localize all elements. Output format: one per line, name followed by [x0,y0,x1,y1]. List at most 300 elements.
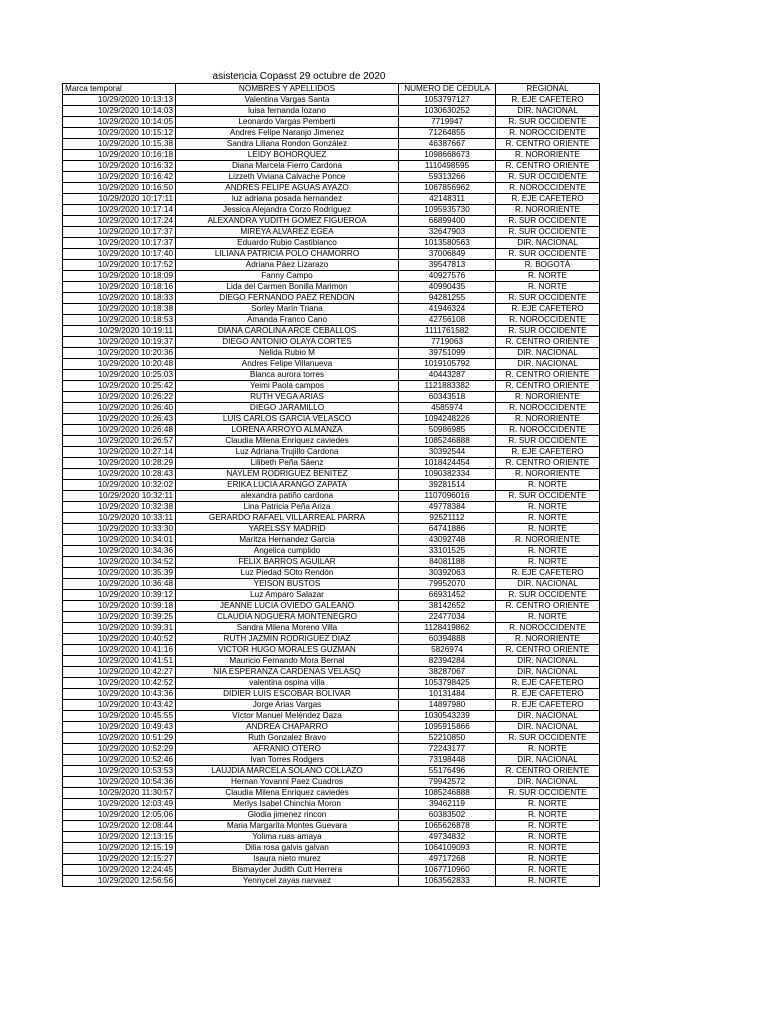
cell-timestamp: 10/29/2020 12:56:56 [63,876,176,887]
cell-region: R. SUR OCCIDENTE [496,227,600,238]
cell-region: R. SUR OCCIDENTE [496,249,600,260]
table-row [63,117,600,128]
cell-id-number: 40990435 [399,282,496,293]
table-row [63,678,600,689]
cell-id-number: 71264855 [399,128,496,139]
cell-timestamp: 10/29/2020 10:53:53 [63,766,176,777]
cell-region: R. EJE CAFETERO [496,568,600,579]
cell-id-number: 39281514 [399,480,496,491]
table-row [63,733,600,744]
table-row [63,502,600,513]
cell-name: Luz Piedad SOto Rendón [176,568,399,579]
cell-name: DIEGO FERNANDO PAEZ RENDON [176,293,399,304]
cell-timestamp: 10/29/2020 10:18:53 [63,315,176,326]
table-row [63,524,600,535]
cell-id-number: 1128419862 [399,623,496,634]
cell-id-number: 1063562833 [399,876,496,887]
cell-id-number: 49717268 [399,854,496,865]
cell-timestamp: 10/29/2020 10:51:29 [63,733,176,744]
table-row [63,227,600,238]
cell-name: NAYLEM RODRIGUEZ BENITEZ [176,469,399,480]
cell-timestamp: 10/29/2020 10:15:38 [63,139,176,150]
cell-region: R. NOROCCIDENTE [496,183,600,194]
cell-id-number: 4585974 [399,403,496,414]
cell-name: Fanny Campo [176,271,399,282]
table-row [63,513,600,524]
cell-id-number: 1095915866 [399,722,496,733]
cell-region: R. CENTRO ORIENTE [496,766,600,777]
cell-region: DIR. NACIONAL [496,656,600,667]
cell-region: R. NOROCCIDENTE [496,315,600,326]
table-row [63,128,600,139]
cell-region: R. NORTE [496,271,600,282]
cell-timestamp: 10/29/2020 12:08:44 [63,821,176,832]
cell-timestamp: 10/29/2020 10:33:30 [63,524,176,535]
cell-region: DIR. NACIONAL [496,579,600,590]
cell-timestamp: 10/29/2020 12:03:49 [63,799,176,810]
cell-timestamp: 10/29/2020 10:34:01 [63,535,176,546]
cell-region: DIR. NACIONAL [496,667,600,678]
cell-name: Ivan Torres Rodgers [176,755,399,766]
table-row [63,326,600,337]
table-row [63,304,600,315]
cell-timestamp: 10/29/2020 10:43:42 [63,700,176,711]
cell-id-number: 1053798425 [399,678,496,689]
cell-name: Angelica cumplido [176,546,399,557]
cell-name: Glodia jimenez rincon [176,810,399,821]
table-row [63,183,600,194]
cell-id-number: 66931452 [399,590,496,601]
cell-region: R. CENTRO ORIENTE [496,337,600,348]
cell-region: R. NORTE [496,502,600,513]
table-row [63,832,600,843]
cell-timestamp: 10/29/2020 10:32:02 [63,480,176,491]
cell-region: R. NORORIENTE [496,469,600,480]
cell-timestamp: 10/29/2020 12:13:15 [63,832,176,843]
table-row [63,392,600,403]
cell-region: R. CENTRO ORIENTE [496,161,600,172]
table-row [63,546,600,557]
cell-id-number: 1121883382 [399,381,496,392]
table-row [63,161,600,172]
cell-timestamp: 10/29/2020 10:26:48 [63,425,176,436]
cell-name: Lilibeth Peña Sáenz [176,458,399,469]
cell-name: RUTH VEGA ARIAS [176,392,399,403]
cell-region: R. CENTRO ORIENTE [496,458,600,469]
table-row [63,315,600,326]
cell-id-number: 1013580563 [399,238,496,249]
cell-name: Nelida Rubio M [176,348,399,359]
cell-timestamp: 10/29/2020 10:17:52 [63,260,176,271]
cell-name: RUTH JAZMIN RODRIGUEZ DIAZ [176,634,399,645]
cell-timestamp: 10/29/2020 10:28:43 [63,469,176,480]
table-row [63,843,600,854]
cell-region: R. NORTE [496,843,600,854]
cell-name: Lida del Carmen Bonilla Marimon [176,282,399,293]
cell-region: DIR. NACIONAL [496,755,600,766]
table-row [63,876,600,887]
cell-name: Víctor Manuel Meléndez Daza [176,711,399,722]
table-row [63,458,600,469]
cell-region: DIR. NACIONAL [496,106,600,117]
cell-name: YEISON BUSTOS [176,579,399,590]
cell-region: R. NORTE [496,832,600,843]
cell-id-number: 46387667 [399,139,496,150]
cell-region: DIR. NACIONAL [496,711,600,722]
cell-id-number: 59313266 [399,172,496,183]
cell-id-number: 1030543239 [399,711,496,722]
cell-region: R. NORTE [496,524,600,535]
table-row [63,359,600,370]
cell-region: R. NORORIENTE [496,634,600,645]
cell-timestamp: 10/29/2020 10:35:39 [63,568,176,579]
cell-timestamp: 10/29/2020 10:16:50 [63,183,176,194]
cell-id-number: 30392063 [399,568,496,579]
cell-name: Diana Marcela Fierro Cardona [176,161,399,172]
cell-name: ANDREA CHAPARRO [176,722,399,733]
cell-region: R. CENTRO ORIENTE [496,381,600,392]
cell-timestamp: 10/29/2020 10:52:46 [63,755,176,766]
cell-region: R. NORTE [496,744,600,755]
cell-timestamp: 10/29/2020 10:20:48 [63,359,176,370]
table-row [63,447,600,458]
table-row [63,172,600,183]
cell-region: R. NORORIENTE [496,414,600,425]
table-row [63,810,600,821]
cell-timestamp: 10/29/2020 10:19:11 [63,326,176,337]
cell-region: R. EJE CAFETERO [496,304,600,315]
cell-id-number: 84081188 [399,557,496,568]
table-row [63,436,600,447]
header-timestamp: Marca temporal [63,84,176,95]
cell-region: R. EJE CAFETERO [496,447,600,458]
cell-timestamp: 10/29/2020 10:32:11 [63,491,176,502]
cell-name: NIA ESPERANZA CARDENAS VELASQ [176,667,399,678]
cell-id-number: 22477034 [399,612,496,623]
cell-name: Yennycel zayas narvaez [176,876,399,887]
cell-region: R. EJE CAFETERO [496,689,600,700]
cell-name: valentina ospina villa [176,678,399,689]
cell-id-number: 1067710960 [399,865,496,876]
cell-id-number: 41946324 [399,304,496,315]
cell-timestamp: 10/29/2020 10:14:03 [63,106,176,117]
table-row [63,150,600,161]
cell-id-number: 39547813 [399,260,496,271]
cell-timestamp: 10/29/2020 10:41:51 [63,656,176,667]
cell-region: R. BOGOTÁ [496,260,600,271]
cell-region: DIR. NACIONAL [496,238,600,249]
cell-id-number: 1111761582 [399,326,496,337]
cell-region: R. EJE CAFETERO [496,700,600,711]
cell-region: R. CENTRO ORIENTE [496,601,600,612]
cell-id-number: 1090382334 [399,469,496,480]
cell-id-number: 79942572 [399,777,496,788]
table-row [63,568,600,579]
cell-name: Jessica Alejandra Corzo Rodríguez [176,205,399,216]
cell-id-number: 94281255 [399,293,496,304]
table-row [63,755,600,766]
cell-name: Claudia Milena Enriquez caviedes [176,788,399,799]
cell-region: R. NORTE [496,282,600,293]
cell-region: R. EJE CAFETERO [496,194,600,205]
cell-name: YARELSSY MADRID [176,524,399,535]
cell-name: Yeimi Paola campos [176,381,399,392]
cell-name: Bismayder Judith Cutt Herrera [176,865,399,876]
cell-region: R. NOROCCIDENTE [496,403,600,414]
cell-timestamp: 10/29/2020 10:18:38 [63,304,176,315]
cell-id-number: 1053797127 [399,95,496,106]
cell-id-number: 1067856962 [399,183,496,194]
table-row [63,370,600,381]
cell-region: DIR. NACIONAL [496,348,600,359]
cell-region: R. SUR OCCIDENTE [496,436,600,447]
cell-name: ERIKA LUCIA ARANGO ZAPATA [176,480,399,491]
cell-id-number: 1019105792 [399,359,496,370]
cell-region: R. SUR OCCIDENTE [496,326,600,337]
table-row [63,216,600,227]
cell-region: R. NORTE [496,854,600,865]
cell-id-number: 60383502 [399,810,496,821]
cell-region: R. SUR OCCIDENTE [496,293,600,304]
cell-id-number: 49778384 [399,502,496,513]
cell-id-number: 52210850 [399,733,496,744]
cell-name: Luz Adriana Trujillo Cardona [176,447,399,458]
cell-name: Claudia Milena Enriquez caviedes [176,436,399,447]
cell-name: Maritza Hernandez Garcia [176,535,399,546]
cell-timestamp: 10/29/2020 10:41:16 [63,645,176,656]
table-row [63,821,600,832]
cell-id-number: 43092748 [399,535,496,546]
cell-region: R. NORTE [496,876,600,887]
cell-id-number: 82394284 [399,656,496,667]
cell-region: R. NORTE [496,557,600,568]
table-row [63,194,600,205]
cell-name: Isaura nieto murez [176,854,399,865]
cell-id-number: 1018424454 [399,458,496,469]
cell-name: Amanda Franco Cano [176,315,399,326]
cell-name: VICTOR HUGO MORALES GUZMAN [176,645,399,656]
cell-id-number: 1085246888 [399,788,496,799]
table-row [63,106,600,117]
cell-region: R. CENTRO ORIENTE [496,139,600,150]
cell-timestamp: 10/29/2020 10:33:11 [63,513,176,524]
cell-timestamp: 10/29/2020 12:05:06 [63,810,176,821]
cell-timestamp: 10/29/2020 10:13:13 [63,95,176,106]
table-row [63,689,600,700]
table-row [63,282,600,293]
attendance-table [62,83,600,887]
cell-id-number: 40443287 [399,370,496,381]
cell-id-number: 50986985 [399,425,496,436]
table-row [63,337,600,348]
cell-timestamp: 10/29/2020 10:40:52 [63,634,176,645]
cell-region: R. SUR OCCIDENTE [496,117,600,128]
cell-name: luisa fernanda lozano [176,106,399,117]
sheet-title: asistencia Copasst 29 octubre de 2020 [212,71,386,82]
cell-id-number: 73198448 [399,755,496,766]
cell-name: LAUJDIA MARCELA SOLANO COLLAZO [176,766,399,777]
table-row [63,469,600,480]
cell-name: Maria Margarita Montes Guevara [176,821,399,832]
cell-region: R. NORORIENTE [496,535,600,546]
cell-timestamp: 10/29/2020 10:26:40 [63,403,176,414]
table-row [63,854,600,865]
table-row [63,667,600,678]
cell-timestamp: 10/29/2020 12:15:27 [63,854,176,865]
table-row [63,788,600,799]
cell-id-number: 49734832 [399,832,496,843]
cell-name: Dilia rosa galvis galvan [176,843,399,854]
cell-region: DIR. NACIONAL [496,722,600,733]
cell-region: R. SUR OCCIDENTE [496,733,600,744]
cell-id-number: 14897980 [399,700,496,711]
cell-region: DIR. NACIONAL [496,359,600,370]
cell-timestamp: 10/29/2020 10:34:36 [63,546,176,557]
table-row [63,634,600,645]
table-row [63,480,600,491]
cell-name: MIREYA ALVAREZ EGEA [176,227,399,238]
cell-region: DIR. NACIONAL [496,777,600,788]
cell-id-number: 1110498595 [399,161,496,172]
cell-id-number: 72243177 [399,744,496,755]
cell-name: FELIX BARROS AGUILAR [176,557,399,568]
cell-name: Blanca aurora torres [176,370,399,381]
cell-name: luz adriana posada hernandez [176,194,399,205]
table-row [63,249,600,260]
cell-timestamp: 10/29/2020 10:34:52 [63,557,176,568]
table-row [63,700,600,711]
cell-id-number: 66899400 [399,216,496,227]
cell-name: GERARDO RAFAEL VILLARREAL PARRA [176,513,399,524]
table-row [63,491,600,502]
cell-id-number: 42148311 [399,194,496,205]
table-row [63,271,600,282]
cell-name: Eduardo Rubio Castiblanco [176,238,399,249]
cell-name: Sandra Milena Moreno Villa [176,623,399,634]
cell-region: R. SUR OCCIDENTE [496,788,600,799]
cell-id-number: 10131484 [399,689,496,700]
header-region: REGIONAL [496,84,600,95]
cell-name: Merlys Isabel Chinchia Moron [176,799,399,810]
cell-name: Luz Amparo Salazar [176,590,399,601]
cell-region: R. CENTRO ORIENTE [496,645,600,656]
cell-name: Yolima ruas amaya [176,832,399,843]
cell-id-number: 39751099 [399,348,496,359]
cell-id-number: 1107096016 [399,491,496,502]
table-row [63,799,600,810]
cell-region: R. NORTE [496,480,600,491]
table-body [63,95,600,887]
cell-name: Sorley Marín Triana [176,304,399,315]
cell-id-number: 37006849 [399,249,496,260]
cell-timestamp: 10/29/2020 10:26:57 [63,436,176,447]
cell-timestamp: 10/29/2020 10:45:55 [63,711,176,722]
header-id-number: NUMERO DE CEDULA [399,84,496,95]
cell-region: R. NOROCCIDENTE [496,623,600,634]
cell-timestamp: 10/29/2020 10:19:37 [63,337,176,348]
cell-region: R. NORORIENTE [496,150,600,161]
cell-timestamp: 10/29/2020 10:26:22 [63,392,176,403]
cell-timestamp: 10/29/2020 10:16:32 [63,161,176,172]
table-row [63,656,600,667]
table-row [63,238,600,249]
table-row [63,590,600,601]
cell-timestamp: 10/29/2020 10:32:38 [63,502,176,513]
cell-id-number: 38287067 [399,667,496,678]
cell-name: DIEGO JARAMILLO [176,403,399,414]
cell-name: Lina Patricia Peña Ariza [176,502,399,513]
cell-timestamp: 10/29/2020 10:39:18 [63,601,176,612]
cell-timestamp: 10/29/2020 10:43:36 [63,689,176,700]
cell-id-number: 1095935730 [399,205,496,216]
cell-name: LORENA ARROYO ALMANZA [176,425,399,436]
cell-region: R. SUR OCCIDENTE [496,216,600,227]
header-row [63,84,600,95]
cell-id-number: 32647903 [399,227,496,238]
cell-timestamp: 10/29/2020 10:18:33 [63,293,176,304]
cell-id-number: 79952070 [399,579,496,590]
cell-id-number: 38142652 [399,601,496,612]
cell-id-number: 1030630252 [399,106,496,117]
cell-timestamp: 10/29/2020 10:42:27 [63,667,176,678]
cell-name: LEIDY BOHORQUEZ [176,150,399,161]
table-row [63,722,600,733]
cell-name: CLAUDIA NOGUERA MONTENEGRO [176,612,399,623]
table-row [63,293,600,304]
cell-region: R. NORTE [496,810,600,821]
table-row [63,645,600,656]
cell-timestamp: 10/29/2020 10:39:31 [63,623,176,634]
header-name: NOMBRES Y APELLIDOS [176,84,399,95]
cell-id-number: 55176496 [399,766,496,777]
cell-id-number: 33101525 [399,546,496,557]
cell-timestamp: 10/29/2020 10:18:09 [63,271,176,282]
cell-timestamp: 10/29/2020 10:42:52 [63,678,176,689]
cell-id-number: 1085246888 [399,436,496,447]
cell-timestamp: 10/29/2020 10:20:36 [63,348,176,359]
cell-name: DIEGO ANTONIO OLAYA CORTES [176,337,399,348]
table-row [63,766,600,777]
cell-id-number: 5826974 [399,645,496,656]
table-row [63,612,600,623]
cell-name: Leonardo Vargas Pemberti [176,117,399,128]
cell-timestamp: 10/29/2020 10:18:16 [63,282,176,293]
cell-region: R. NORORIENTE [496,205,600,216]
cell-name: Mauricio Fernando Mora Bernal [176,656,399,667]
cell-id-number: 92521112 [399,513,496,524]
table-row [63,579,600,590]
cell-region: R. SUR OCCIDENTE [496,491,600,502]
cell-region: R. EJE CAFETERO [496,678,600,689]
cell-timestamp: 10/29/2020 10:16:42 [63,172,176,183]
cell-timestamp: 10/29/2020 10:26:43 [63,414,176,425]
table-row [63,139,600,150]
table-row [63,381,600,392]
cell-name: Valentina Vargas Santa [176,95,399,106]
cell-id-number: 1065626878 [399,821,496,832]
table-row [63,623,600,634]
cell-region: R. NORORIENTE [496,392,600,403]
cell-timestamp: 10/29/2020 10:17:14 [63,205,176,216]
cell-region: R. NOROCCIDENTE [496,425,600,436]
cell-timestamp: 10/29/2020 10:14:05 [63,117,176,128]
cell-timestamp: 10/29/2020 10:54:36 [63,777,176,788]
table-row [63,865,600,876]
table-row [63,260,600,271]
cell-id-number: 1064109093 [399,843,496,854]
cell-id-number: 60394888 [399,634,496,645]
cell-timestamp: 10/29/2020 10:25:03 [63,370,176,381]
